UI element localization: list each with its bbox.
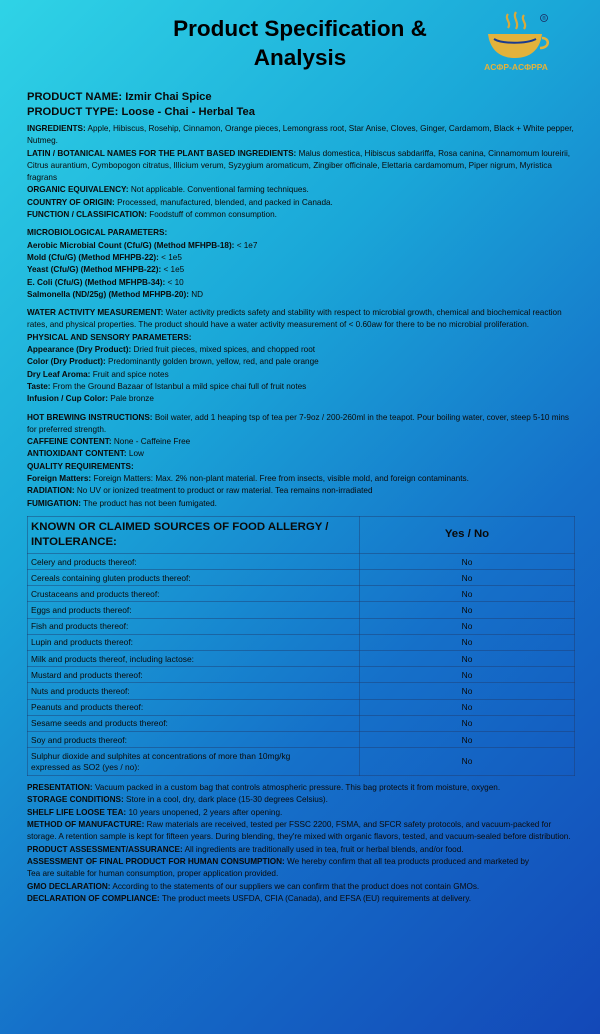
allergen-item: Mustard and products thereof: — [28, 667, 360, 683]
table-row — [28, 553, 575, 569]
allergen-value: No — [360, 570, 575, 586]
allergen-item: Soy and products thereof: — [28, 731, 360, 747]
allergen-item: Sesame seeds and products thereof: — [28, 715, 360, 731]
allergen-value: No — [360, 748, 575, 776]
product-name: PRODUCT NAME: Izmir Chai Spice — [27, 91, 212, 103]
table-row — [28, 602, 575, 618]
micro-heading: MICROBIOLOGICAL PARAMETERS: — [27, 228, 168, 238]
declaration-of-compliance: DECLARATION OF COMPLIANCE: The product meets USFDA, CFIA (Canada), and EFSA (EU) requirements at delivery. — [27, 893, 472, 903]
product-assessment: PRODUCT ASSESSMENT/ASSURANCE: All ingredients are traditionally used in tea, fruit or herbal blends, and/or food. — [27, 844, 464, 854]
allergen-value: No — [360, 651, 575, 667]
page-title — [130, 14, 470, 72]
table-row — [28, 683, 575, 699]
gmo-declaration: GMO DECLARATION: According to the statements of our suppliers we can confirm that the product does not contain GMOs. — [27, 881, 480, 891]
micro-yeast: Yeast (Cfu/G) (Method MFHPB-22): < 1e5 — [27, 265, 185, 275]
table-row — [28, 715, 575, 731]
allergy-header-row — [28, 516, 575, 553]
allergen-item: Milk and products thereof, including lactose: — [28, 651, 360, 667]
allergen-value: No — [360, 715, 575, 731]
physical-color: Color (Dry Product): Predominantly golden brown, yellow, red, and pale orange — [27, 357, 319, 367]
allergen-value: No — [360, 699, 575, 715]
shelf-life: SHELF LIFE LOOSE TEA: 10 years unopened, 2 years after opening. — [27, 807, 283, 817]
allergen-value: No — [360, 634, 575, 650]
ingredients: INGREDIENTS: Apple, Hibiscus, Rosehip, Cinnamon, Orange pieces, Lemongrass root, Star Anise, Cloves, Ginger, Cardamom, Black + White pepper, Nutmeg. — [27, 124, 574, 146]
yes-no-header: Yes / No — [360, 516, 575, 553]
allergen-item: Celery and products thereof: — [28, 553, 360, 569]
table-row — [28, 699, 575, 715]
allergen-item: Peanuts and products thereof: — [28, 699, 360, 715]
physical-heading: PHYSICAL AND SENSORY PARAMETERS: — [27, 332, 192, 342]
physical-taste: Taste: From the Ground Bazaar of Istanbul a mild spice chai full of fruit notes — [27, 381, 307, 391]
allergen-item: Fish and products thereof: — [28, 618, 360, 634]
allergen-item: Crustaceans and products thereof: — [28, 586, 360, 602]
quality-heading: QUALITY REQUIREMENTS: — [27, 461, 134, 471]
table-row — [28, 731, 575, 747]
svg-text:ACΦP-ACΦPPA: ACΦP-ACΦPPA — [484, 62, 548, 72]
title-line-1: Product Specification & — [173, 16, 427, 41]
spec-content — [27, 90, 575, 905]
table-row-sulphur — [28, 748, 575, 776]
micro-salmonella: Salmonella (ND/25g) (Method MFHPB-20): ND — [27, 289, 204, 299]
allergen-item: Cereals containing gluten products thereof: — [28, 570, 360, 586]
allergen-item: Eggs and products thereof: — [28, 602, 360, 618]
table-row — [28, 618, 575, 634]
table-row — [28, 651, 575, 667]
radiation: RADIATION: No UV or ionized treatment to product or raw material. Tea remains non-irradiated — [27, 486, 373, 496]
physical-appearance: Appearance (Dry Product): Dried fruit pieces, mixed spices, and chopped root — [27, 345, 316, 355]
fumigation: FUMIGATION: The product has not been fumigated. — [27, 498, 217, 508]
presentation: PRESENTATION: Vacuum packed in a custom bag that controls atmospheric pressure. This bag protects it from moisture, oxygen. — [27, 783, 501, 793]
physical-infusion: Infusion / Cup Color: Pale bronze — [27, 394, 154, 404]
storage-conditions: STORAGE CONDITIONS: Store in a cool, dry, dark place (15-30 degrees Celsius). — [27, 795, 328, 805]
table-row — [28, 667, 575, 683]
allergen-value: No — [360, 618, 575, 634]
antioxidant-content: ANTIOXIDANT CONTENT: Low — [27, 449, 144, 459]
allergen-value: No — [360, 683, 575, 699]
brewing-instructions: HOT BREWING INSTRUCTIONS: Boil water, add 1 heaping tsp of tea per 7-9oz / 200-260ml in the teapot. Pour boiling water, cover, steep 5-10 mins for preferred strength. — [27, 412, 570, 434]
table-row — [28, 570, 575, 586]
water-activity: WATER ACTIVITY MEASUREMENT: Water activity predicts safety and stability with respect to microbial growth, chemical and biochemical reaction rates, and physical properties. The product should have a water activity measurement of < 0.60aw for there to be no microbial proliferation. — [27, 308, 562, 330]
table-row — [28, 634, 575, 650]
title-line-2: Analysis — [253, 45, 347, 70]
svg-text:®: ® — [542, 16, 546, 22]
product-type: PRODUCT TYPE: Loose - Chai - Herbal Tea — [27, 106, 255, 118]
header — [0, 0, 600, 88]
latin-names: LATIN / BOTANICAL NAMES FOR THE PLANT BASED INGREDIENTS: Malus domestica, Hibiscus sabdariffa, Rosa canina, Cinnamomum loureirii, Citrus aurantium, Cymbopogon citratus, Illicium verum, Syzygium aromaticum, Zingiber officinale, Elettaria cardamomum, Piper nigrum, Myristica fragrans — [27, 148, 571, 183]
method-of-manufacture: METHOD OF MANUFACTURE: Raw materials are received, tested per FSSC 2200, FSMA, and SFCR safety protocols, and vacuum-packed for storage. A retention sample is kept for fifteen years. During blending, they're mixed with organic flavors, tested, and vacuum-sealed before distribution. — [27, 820, 571, 842]
allergy-table — [27, 516, 575, 776]
micro-mold: Mold (Cfu/G) (Method MFHPB-22): < 1e5 — [27, 252, 182, 262]
final-assessment: ASSESSMENT OF FINAL PRODUCT FOR HUMAN CONSUMPTION: We hereby confirm that all tea products produced and marketed by Tea are suitable for human consumption, proper application provided. — [27, 856, 566, 879]
allergen-value: No — [360, 602, 575, 618]
allergen-value: No — [360, 586, 575, 602]
micro-ecoli: E. Coli (Cfu/G) (Method MFHPB-34): < 10 — [27, 277, 184, 287]
function-classification: FUNCTION / CLASSIFICATION: Foodstuff of common consumption. — [27, 210, 277, 220]
physical-aroma: Dry Leaf Aroma: Fruit and spice notes — [27, 369, 169, 379]
table-row — [28, 586, 575, 602]
allergen-item: Lupin and products thereof: — [28, 634, 360, 650]
allergy-header: KNOWN OR CLAIMED SOURCES OF FOOD ALLERGY / INTOLERANCE: — [28, 516, 360, 553]
allergen-item: Nuts and products thereof: — [28, 683, 360, 699]
allergen-value: No — [360, 667, 575, 683]
allergen-value: No — [360, 553, 575, 569]
foreign-matters: Foreign Matters: Foreign Matters: Max. 2% non-plant material. Free from insects, visible mold, and foreign contaminants. — [27, 474, 469, 484]
tea-cup-logo — [480, 10, 552, 76]
allergen-item: Sulphur dioxide and sulphites at concentrations of more than 10mg/kg expressed as SO2 (yes / no): — [28, 748, 360, 776]
organic-equivalency: ORGANIC EQUIVALENCY: Not applicable. Conventional farming techniques. — [27, 185, 309, 195]
caffeine-content: CAFFEINE CONTENT: None - Caffeine Free — [27, 437, 191, 447]
country-of-origin: COUNTRY OF ORIGIN: Processed, manufactured, blended, and packed in Canada. — [27, 197, 333, 207]
allergen-value: No — [360, 731, 575, 747]
micro-aerobic: Aerobic Microbial Count (Cfu/G) (Method MFHPB-18): < 1e7 — [27, 240, 258, 250]
